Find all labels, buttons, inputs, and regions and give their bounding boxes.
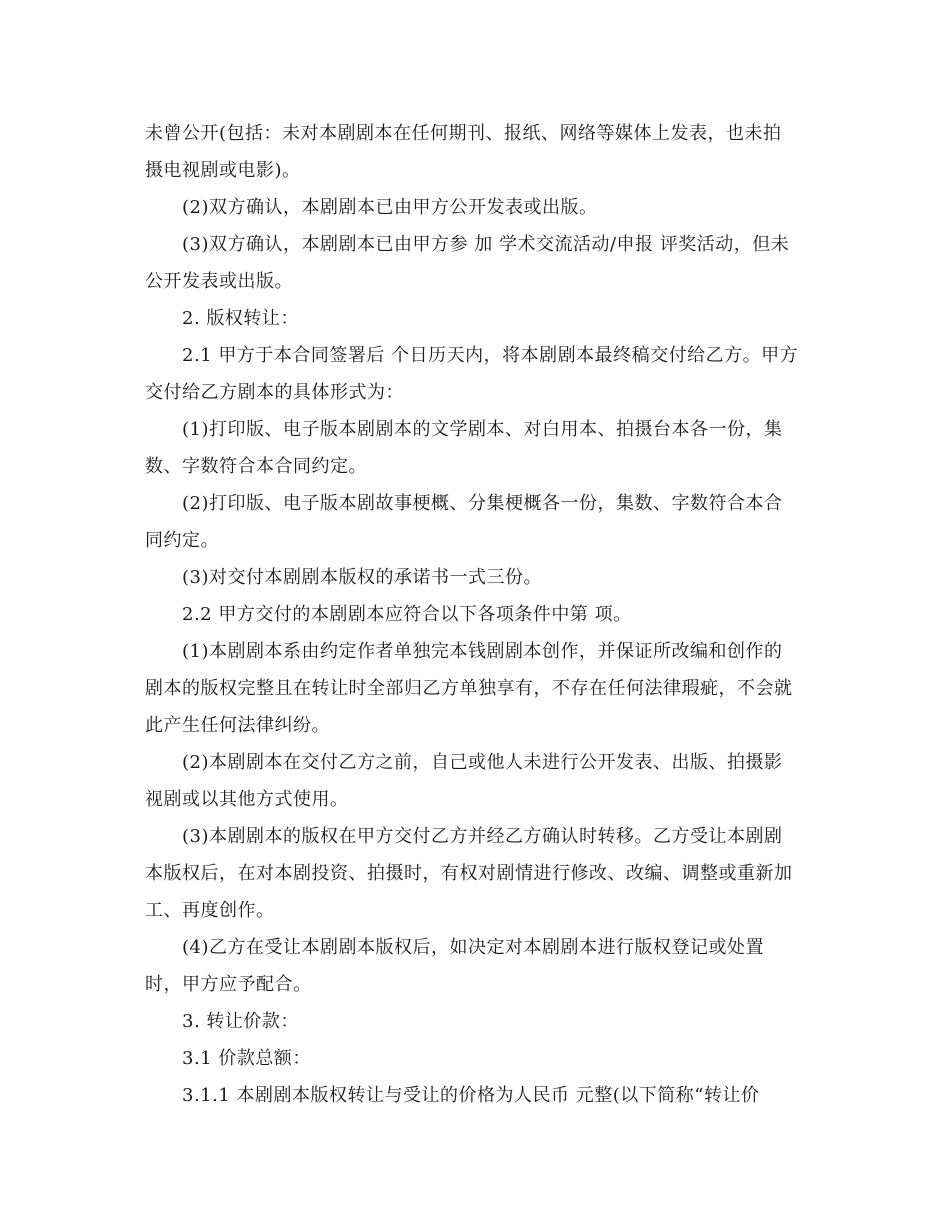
text-line: 此产生任何法律纠纷。 (145, 715, 330, 736)
text-line: (1)打印版、电子版本剧剧本的文学剧本、对白用本、拍摄台本各一份，集 (182, 419, 783, 440)
paragraph (145, 596, 805, 633)
paragraph (145, 115, 805, 189)
text-line: 交付给乙方剧本的具体形式为： (145, 382, 404, 403)
text-line: 剧本的版权完整且在转让时全部归乙方单独享有，不存在任何法律瑕疵，不会就 (145, 678, 793, 699)
paragraph (145, 818, 805, 929)
text-line: (2)本剧剧本在交付乙方之前，自己或他人未进行公开发表、出版、拍摄影 (182, 752, 783, 773)
paragraph (145, 633, 805, 744)
paragraph (145, 189, 805, 226)
text-line: (2)双方确认，本剧剧本已由甲方公开发表或出版。 (182, 197, 598, 218)
text-line: 未曾公开(包括：未对本剧剧本在任何期刊、报纸、网络等媒体上发表，也未拍 (145, 123, 782, 144)
text-line: (2)打印版、电子版本剧故事梗概、分集梗概各一份，集数、字数符合本合 (182, 493, 783, 514)
text-line: (1)本剧剧本系由约定作者单独完本钱剧剧本创作，并保证所改编和创作的 (182, 641, 783, 662)
text-line: (3)本剧剧本的版权在甲方交付乙方并经乙方确认时转移。乙方受让本剧剧 (182, 826, 783, 847)
text-line: 视剧或以其他方式使用。 (145, 789, 349, 810)
text-line: (3)双方确认，本剧剧本已由甲方参 加 学术交流活动/申报 评奖活动，但未 (182, 234, 790, 255)
text-line: 3. 转让价款： (182, 1011, 299, 1032)
text-line: (3)对交付本剧剧本版权的承诺书一式三份。 (182, 567, 542, 588)
paragraph (145, 1040, 805, 1077)
text-line: 2. 版权转让： (182, 308, 299, 329)
text-line: 摄电视剧或电影)。 (145, 160, 301, 181)
text-line: 3.1 价款总额： (182, 1048, 311, 1069)
text-line: 同约定。 (145, 530, 219, 551)
paragraph (145, 485, 805, 559)
text-line: 时，甲方应予配合。 (145, 974, 312, 995)
paragraph (145, 226, 805, 300)
text-line: 3.1.1 本剧剧本版权转让与受让的价格为人民币 元整(以下简称“转让价 (182, 1085, 760, 1106)
text-line: 工、再度创作。 (145, 900, 275, 921)
paragraph (145, 929, 805, 1003)
paragraph (145, 1003, 805, 1040)
text-line: 数、字数符合本合同约定。 (145, 456, 367, 477)
paragraph (145, 1077, 805, 1114)
text-line: 2.2 甲方交付的本剧剧本应符合以下各项条件中第 项。 (182, 604, 632, 625)
paragraph (145, 559, 805, 596)
document-body (145, 115, 805, 1114)
text-line: 2.1 甲方于本合同签署后 个日历天内，将本剧剧本最终稿交付给乙方。甲方 (182, 345, 799, 366)
paragraph (145, 337, 805, 411)
paragraph (145, 300, 805, 337)
paragraph (145, 744, 805, 818)
text-line: 公开发表或出版。 (145, 271, 293, 292)
paragraph (145, 411, 805, 485)
text-line: (4)乙方在受让本剧剧本版权后，如决定对本剧剧本进行版权登记或处置 (182, 937, 764, 958)
text-line: 本版权后，在对本剧投资、拍摄时，有权对剧情进行修改、改编、调整或重新加 (145, 863, 793, 884)
